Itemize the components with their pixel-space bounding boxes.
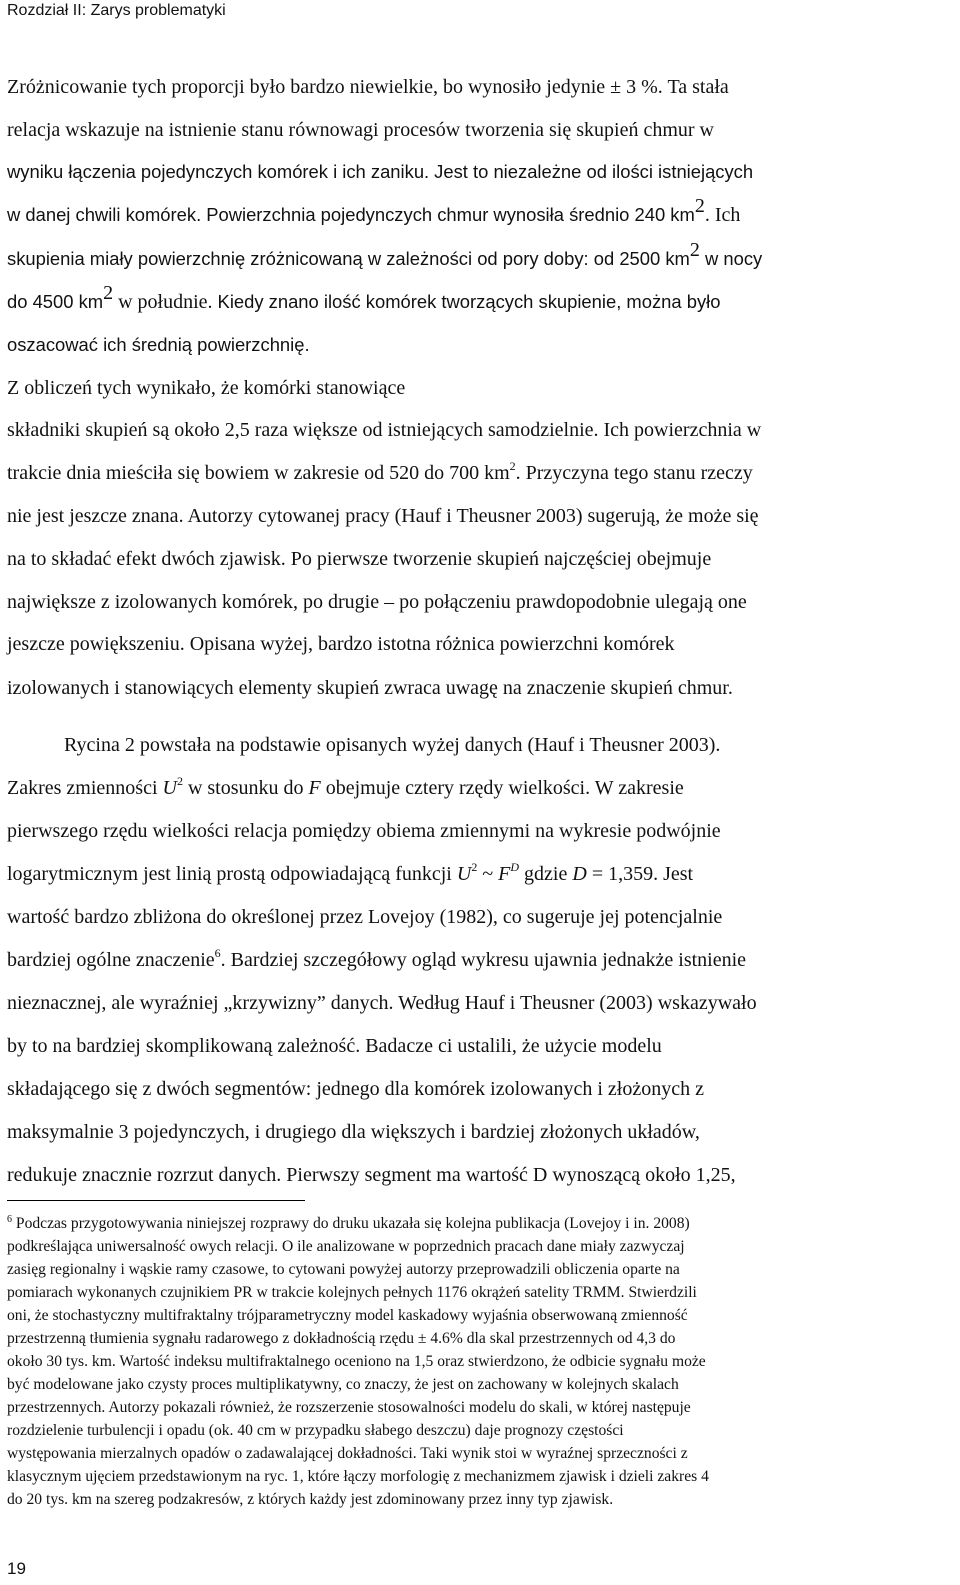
paragraph-line: wartość bardzo zbliżona do określonej przez Lovejoy (1982), co sugeruje jej potencjalnie bbox=[7, 906, 723, 928]
footnote-line: klasycznym ujęciem przedstawionym na ryc. 1, które łączy morfologię z mechanizmem zjawisk i dzieli zakres 4 bbox=[7, 1468, 709, 1485]
paragraph-line: Rycina 2 powstała na podstawie opisanych wyżej danych (Hauf i Theusner 2003). bbox=[64, 734, 721, 756]
paragraph-line: Zakres zmienności $U^2$ w stosunku do F obejmuje cztery rzędy wielkości. W zakresie bbox=[7, 774, 684, 799]
superscript: 2 bbox=[689, 239, 700, 261]
superscript: 2 bbox=[694, 195, 705, 217]
footnote-line: pomiarach wykonanych czujnikiem PR w trakcie kolejnych pełnych 1176 okrążeń satelity TRMM. Stwierdzili bbox=[7, 1284, 697, 1301]
paragraph-line: wyniku łączenia pojedynczych komórek i ich zaniku. Jest to niezależne od ilości istniejących bbox=[7, 161, 754, 182]
superscript: 2 bbox=[471, 860, 478, 874]
footnote-line: $^6$ Podczas przygotowywania niniejszej rozprawy do druku ukazała się kolejna publikacja (Lovejoy i in. 2008) bbox=[7, 1214, 690, 1232]
paragraph-line: składniki skupień są około 2,5 raza większe od istniejących samodzielnie. Ich powierzchnia w bbox=[7, 419, 762, 441]
footnote-line: oni, że stochastyczny multifraktalny trójparametryczny model kaskadowy wyjaśnia obserwowaną zmienność bbox=[7, 1307, 688, 1324]
variable-u: U bbox=[456, 863, 472, 885]
paragraph-line: trakcie dnia mieściła się bowiem w zakresie od 520 do 700 $km^2$. Przyczyna tego stanu rzeczy bbox=[7, 459, 753, 484]
paragraph-line: składającego się z dwóch segmentów: jednego dla komórek izolowanych i złożonych z bbox=[7, 1078, 704, 1100]
variable-f: F bbox=[498, 863, 511, 885]
footnote-mark: 6 bbox=[7, 1214, 12, 1225]
paragraph-line: redukuje znacznie rozrzut danych. Pierwszy segment ma wartość D wynoszącą około 1,25, bbox=[7, 1164, 736, 1186]
paragraph-line: jeszcze powiększeniu. Opisana wyżej, bardzo istotna różnica powierzchni komórek bbox=[7, 633, 675, 655]
paragraph-line: nieznacznej, ale wyraźniej „krzywizny” danych. Według Hauf i Theusner (2003) wskazywało bbox=[7, 992, 757, 1014]
paragraph-line: w danej chwili komórek. Powierzchnia pojedynczych chmur wynosiła średnio 240 $km^2$. Ich bbox=[7, 195, 741, 226]
footnote-line: podkreślająca uniwersalność owych relacji. O ile analizowane w poprzednich pracach dane miały zazwyczaj bbox=[7, 1238, 685, 1255]
paragraph-line: Z obliczeń tych wynikało, że komórki stanowiące bbox=[7, 377, 406, 399]
page-header: Rozdział II: Zarys problematyki bbox=[7, 2, 226, 19]
paragraph-line: pierwszego rzędu wielkości relacja pomiędzy obiema zmiennymi na wykresie podwójnie bbox=[7, 820, 721, 842]
paragraph-line: największe z izolowanych komórek, po drugie – po połączeniu prawdopodobnie ulegają one bbox=[7, 591, 747, 613]
paragraph-line: Zróżnicowanie tych proporcji było bardzo niewielkie, bo wynosiło jedynie ± 3 %. Ta stała bbox=[7, 76, 729, 98]
footnote-line: rozdzielenie turbulencji i opadu (ok. 40 cm w przypadku słabego deszczu) daje prognozy częstości bbox=[7, 1422, 624, 1439]
paragraph-line: logarytmicznym jest linią prostą odpowiadającą funkcji $U^2$ ~ $F^D$ gdzie D = 1,359. Jest bbox=[7, 860, 694, 885]
variable-u: U bbox=[162, 777, 177, 799]
variable-d: D bbox=[572, 863, 587, 885]
paragraph-line: nie jest jeszcze znana. Autorzy cytowanej pracy (Hauf i Theusner 2003) sugerują, że może się bbox=[7, 505, 759, 527]
footnote-line: być modelowane jako czysty proces multiplikatywny, co znaczy, że jest on zachowany w kolejnych skalach bbox=[7, 1376, 679, 1393]
footnote-line: przestrzenną tłumienia sygnału radarowego z dokładnością rzędu ± 4.6% dla skal przestrzennych od 4,3 do bbox=[7, 1330, 676, 1347]
variable-f: F bbox=[308, 777, 321, 799]
superscript: 2 bbox=[103, 282, 114, 304]
footnote-line: do 20 tys. km na szereg podzakresów, z których każdy jest zdominowany przez inny typ zjawisk. bbox=[7, 1491, 614, 1508]
paragraph-line: skupienia miały powierzchnię zróżnicowaną w zależności od pory doby: od 2500 $km^2$ w nocy bbox=[7, 239, 763, 269]
paragraph-line: bardziej ogólne znaczenie$^6$. Bardziej szczegółowy ogląd wykresu ujawnia jednakże istnienie bbox=[7, 946, 747, 971]
footnote-mark: 6 bbox=[214, 946, 221, 960]
footnote-line: zasięg regionalny i wąskie ramy czasowe, to cytowani powyżej autorzy przeprowadzili obliczenia oparte na bbox=[7, 1261, 680, 1278]
superscript: 2 bbox=[509, 459, 516, 473]
paragraph-line: maksymalnie 3 pojedynczych, i drugiego dla większych i bardziej złożonych układów, bbox=[7, 1121, 700, 1143]
paragraph-line: na to składać efekt dwóch zjawisk. Po pierwsze tworzenie skupień najczęściej obejmuje bbox=[7, 548, 712, 570]
paragraph-line: izolowanych i stanowiących elementy skupień zwraca uwagę na znaczenie skupień chmur. bbox=[7, 677, 733, 699]
footnote-separator bbox=[7, 1200, 305, 1201]
footnote-line: przestrzennych. Autorzy pokazali również, że rozszerzenie stosowalności modelu do skali, w której następuje bbox=[7, 1399, 691, 1416]
footnote-line: około 30 tys. km. Wartość indeksu multifraktalnego oceniono na 1,5 oraz stwierdzono, że odbicie sygnału może bbox=[7, 1353, 706, 1370]
footnote-line: występowania mierzalnych opadów o zadawalającej dokładności. Taki wynik stoi w wyraźnej sprzeczności z bbox=[7, 1445, 688, 1462]
superscript: 2 bbox=[176, 774, 183, 788]
paragraph-line: relacja wskazuje na istnienie stanu równowagi procesów tworzenia się skupień chmur w bbox=[7, 119, 714, 141]
paragraph-line: oszacować ich średnią powierzchnię. bbox=[7, 334, 310, 355]
paragraph-line: do 4500 $km^2$ w południe. Kiedy znano ilość komórek tworzących skupienie, można było bbox=[7, 282, 721, 313]
paragraph-line: by to na bardziej skomplikowaną zależność. Badacze ci ustalili, że użycie modelu bbox=[7, 1035, 662, 1057]
superscript-d: D bbox=[510, 860, 520, 874]
page-number: 19 bbox=[7, 1559, 26, 1578]
